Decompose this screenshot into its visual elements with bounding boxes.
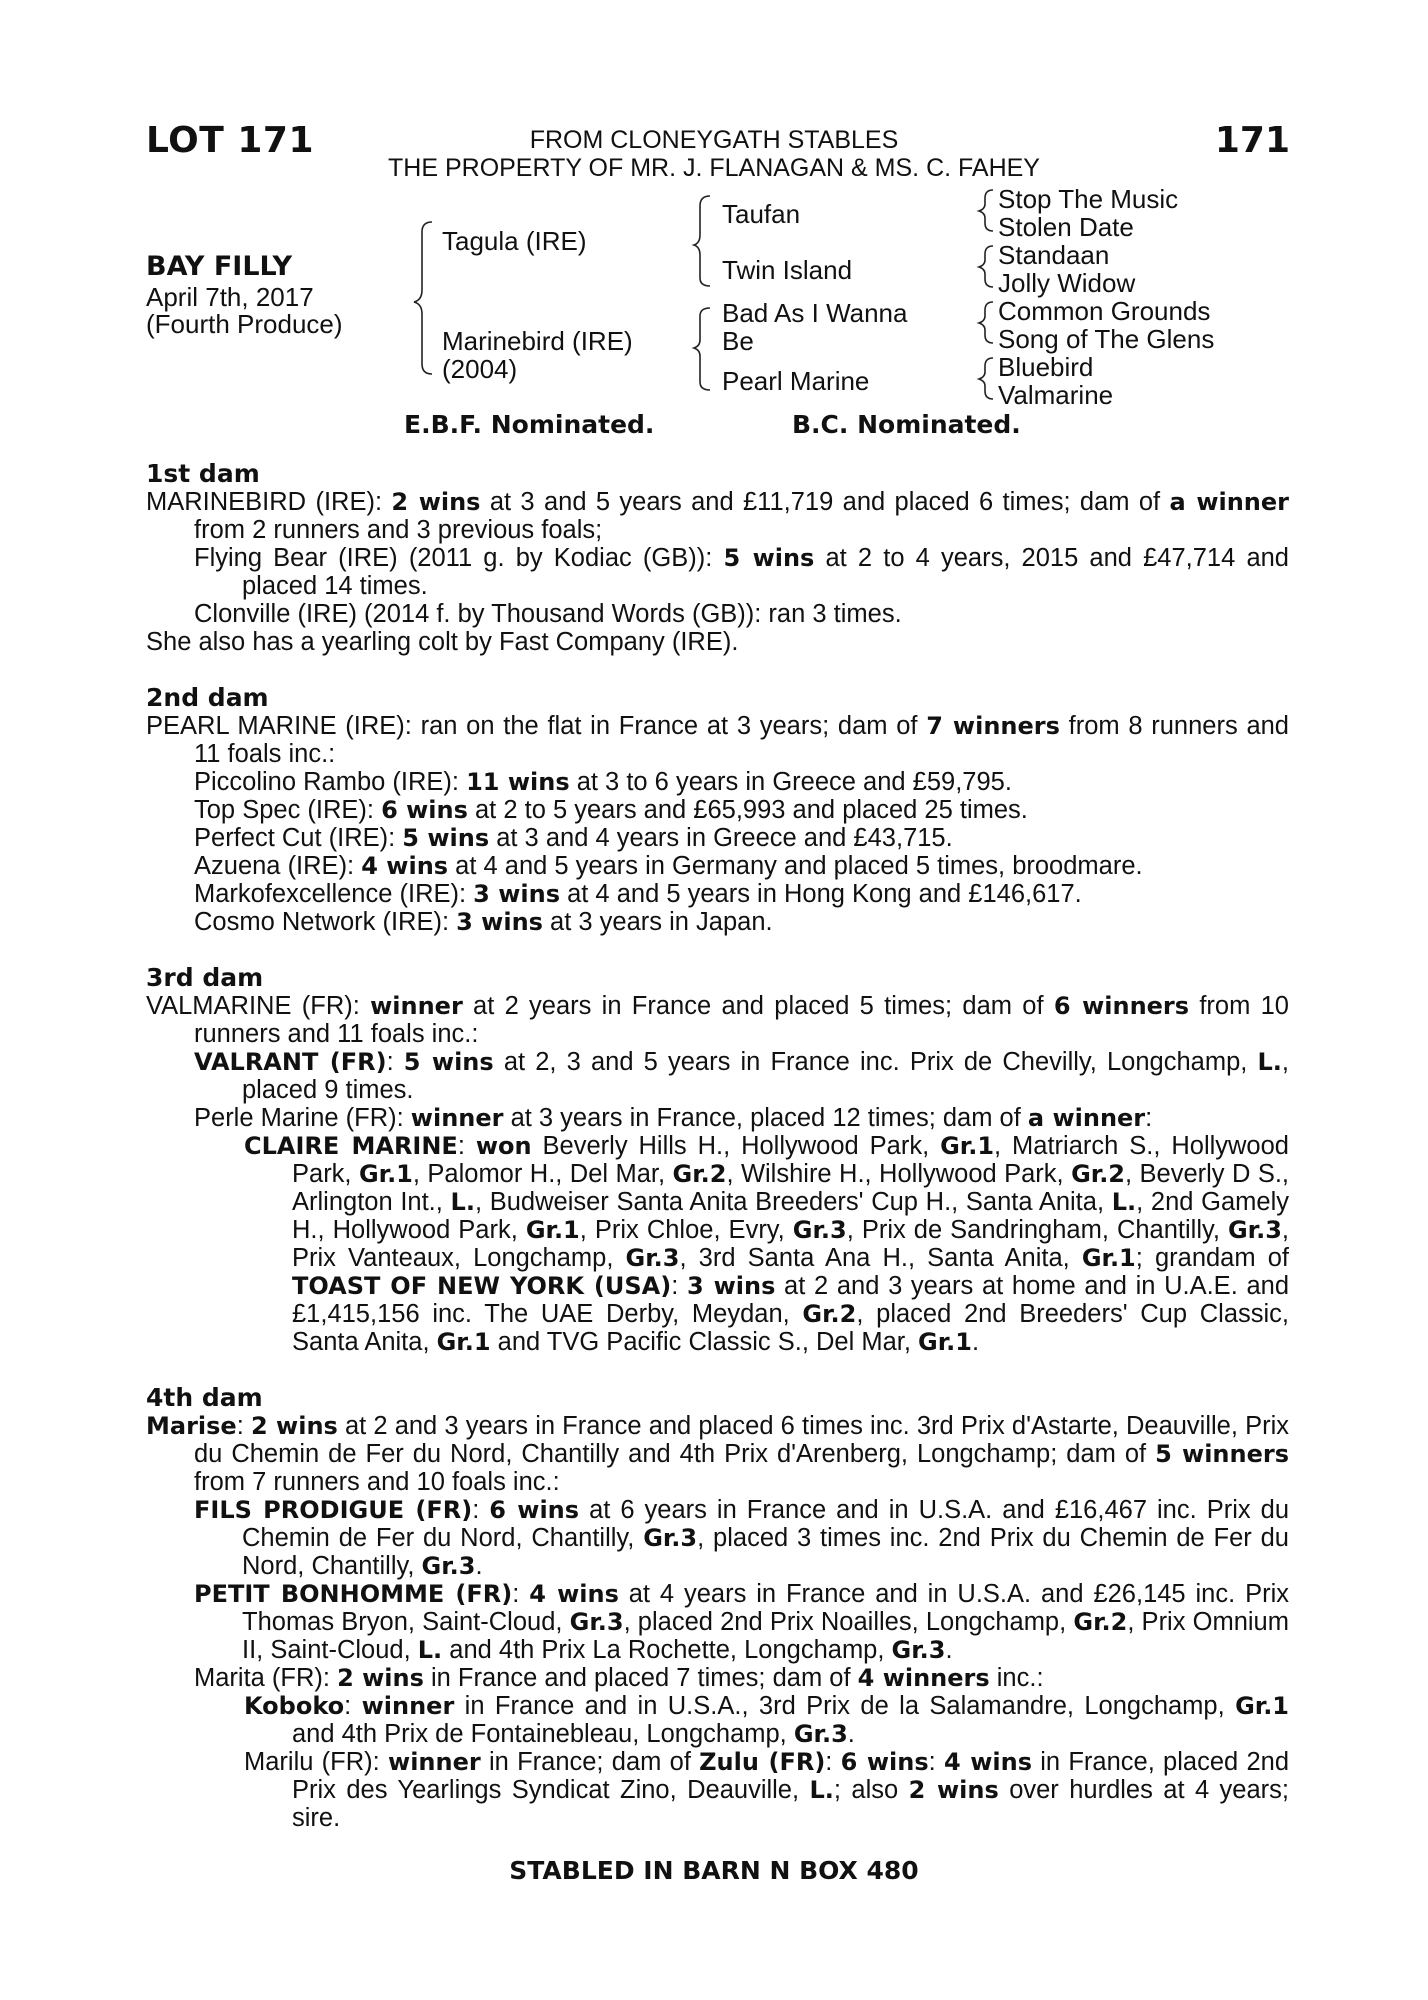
ped-g2: Stolen Date xyxy=(998,212,1134,242)
bold-text: VALRANT (FR) xyxy=(194,1048,387,1076)
pedigree-entry xyxy=(146,1412,1289,1496)
bracket-g3 xyxy=(979,302,993,343)
entry-text: Clonville (IRE) (2014 f. by Thousand Words (GB)): ran 3 times. xyxy=(194,600,902,628)
bold-text: FILS PRODIGUE (FR) xyxy=(194,1496,473,1524)
pedigree-entry xyxy=(146,852,1289,880)
entry-text: , placed 9 times. xyxy=(242,1048,1289,1104)
pedigree-entry xyxy=(146,1048,1289,1104)
entry-text: in France; dam of xyxy=(480,1748,700,1776)
entry-text: and 4th Prix de Fontainebleau, Longchamp, xyxy=(292,1720,794,1748)
consignor-line: FROM CLONEYGATH STABLES xyxy=(529,126,899,154)
bold-text: 3 wins xyxy=(456,908,543,936)
entry-text: . xyxy=(971,1328,980,1356)
ped-sire-sire: Taufan xyxy=(722,199,801,229)
entry-text: at 2, 3 and 5 years in France inc. Prix de Chevilly, Longchamp, xyxy=(493,1048,1258,1076)
bold-text: L. xyxy=(450,1188,475,1216)
ped-sire: Tagula (IRE) xyxy=(442,226,587,256)
bold-text: Gr.3 xyxy=(643,1524,698,1552)
bold-text: 2 wins xyxy=(337,1664,424,1692)
entry-text: at 2 and 3 years in France and placed 6 times inc. 3rd Prix d'Astarte, Deauville, Prix du Chemin de Fer du Nord, Chantilly and 4th Prix d'Arenberg, Longchamp; dam of xyxy=(194,1412,1290,1468)
entry-text: ; also xyxy=(833,1776,909,1804)
section-heading: 2nd dam xyxy=(146,683,269,712)
bold-text: 6 wins xyxy=(381,796,468,824)
entry-text: Cosmo Network (IRE): xyxy=(194,908,457,936)
bold-text: Gr.3 xyxy=(1227,1216,1282,1244)
entry-text: at 6 years in France and in U.S.A. and £16,467 inc. Prix du Chemin de Fer du Nord, Chantilly, xyxy=(242,1496,1289,1552)
bold-text: 5 winners xyxy=(1155,1440,1289,1468)
bold-text: 5 wins xyxy=(723,544,815,572)
ebf-nominated: E.B.F. Nominated. xyxy=(404,410,655,439)
bold-text: 6 wins xyxy=(489,1496,580,1524)
bold-text: winner xyxy=(388,1748,481,1776)
entry-text: . xyxy=(945,1636,953,1664)
bold-text: a winner xyxy=(1169,488,1289,516)
bold-text: Gr.3 xyxy=(569,1608,624,1636)
pedigree-entry xyxy=(146,628,1289,656)
bracket-main xyxy=(414,222,432,374)
ped-g6: Song of The Glens xyxy=(998,324,1215,354)
entry-text: , 3rd Santa Ana H., Santa Anita, xyxy=(679,1244,1082,1272)
bracket-g4 xyxy=(979,358,993,399)
pedigree-entry xyxy=(146,992,1289,1048)
bold-text: won xyxy=(475,1132,532,1160)
bold-text: Gr.1 xyxy=(1235,1692,1290,1720)
bold-text: Gr.3 xyxy=(625,1244,680,1272)
entry-text: inc.: xyxy=(989,1664,1044,1692)
bold-text: 4 winners xyxy=(857,1664,990,1692)
entry-text: : xyxy=(671,1272,687,1300)
bold-text: Gr.1 xyxy=(940,1132,995,1160)
entry-text: Top Spec (IRE): xyxy=(194,796,382,824)
bold-text: Gr.2 xyxy=(672,1160,727,1188)
pedigree-entry xyxy=(146,1580,1289,1664)
ped-dam-sire-2: Be xyxy=(722,326,754,356)
entry-text: , Matriarch S., Hollywood Park, xyxy=(292,1132,1289,1188)
entry-text: from 8 runners and 11 foals inc.: xyxy=(194,712,1289,768)
bold-text: Gr.3 xyxy=(792,1216,847,1244)
entry-text: , 2nd Gamely H., Hollywood Park, xyxy=(292,1188,1289,1244)
entry-text: Markofexcellence (IRE): xyxy=(194,880,474,908)
bold-text: 7 winners xyxy=(926,712,1060,740)
pedigree-entry xyxy=(146,1664,1289,1692)
bold-text: L. xyxy=(417,1636,443,1664)
bold-text: winner xyxy=(410,1104,504,1132)
pedigree-brackets xyxy=(0,0,1428,430)
entry-text: , placed 2nd Prix Noailles, Longchamp, xyxy=(623,1608,1074,1636)
entry-text: Beverly Hills H., Hollywood Park, xyxy=(531,1132,941,1160)
property-line: THE PROPERTY OF MR. J. FLANAGAN & MS. C. FAHEY xyxy=(388,154,1040,182)
entry-text: over hurdles at 4 years; sire. xyxy=(292,1776,1289,1832)
horse-produce: (Fourth Produce) xyxy=(146,309,343,339)
ped-g1: Stop The Music xyxy=(998,184,1179,214)
entry-text: , placed 2nd Breeders' Cup Classic, Santa Anita, xyxy=(292,1300,1289,1356)
entry-text: at 2 to 4 years, 2015 and £47,714 and placed 14 times. xyxy=(242,544,1289,600)
bold-text: TOAST OF NEW YORK (USA) xyxy=(292,1272,672,1300)
pedigree-entry xyxy=(146,1748,1289,1832)
entry-text: VALMARINE (FR): xyxy=(146,992,371,1020)
bold-text: Marise xyxy=(146,1412,237,1440)
bold-text: a winner xyxy=(1027,1104,1146,1132)
pedigree-entry xyxy=(146,1104,1289,1132)
pedigree-entry xyxy=(146,1132,1289,1356)
entry-text: , Palomor H., Del Mar, xyxy=(412,1160,673,1188)
horse-foaled: April 7th, 2017 xyxy=(146,282,314,312)
bold-text: 4 wins xyxy=(361,852,449,880)
bold-text: winner xyxy=(361,1692,455,1720)
bold-text: Koboko xyxy=(244,1692,345,1720)
bold-text: 6 wins xyxy=(840,1748,929,1776)
entry-text: : xyxy=(344,1692,362,1720)
bold-text: Gr.2 xyxy=(1071,1160,1126,1188)
entry-text: , Prix Vanteaux, Longchamp, xyxy=(292,1216,1289,1272)
entry-text: : xyxy=(928,1748,944,1776)
bc-nominated: B.C. Nominated. xyxy=(792,410,1021,439)
entry-text: Perle Marine (FR): xyxy=(194,1104,411,1132)
bold-text: Gr.2 xyxy=(1073,1608,1128,1636)
ped-g5: Common Grounds xyxy=(998,296,1211,326)
pedigree-entry xyxy=(146,712,1289,768)
bold-text: L. xyxy=(1257,1048,1282,1076)
bold-text: 2 wins xyxy=(391,488,481,516)
ped-dam-year: (2004) xyxy=(442,354,518,384)
bold-text: PETIT BONHOMME (FR) xyxy=(194,1580,513,1608)
lot-label: LOT 171 xyxy=(146,120,314,161)
pedigree-entry xyxy=(146,768,1289,796)
entry-text: in France, placed 2nd Prix des Yearlings Syndicat Zino, Deauville, xyxy=(292,1748,1289,1804)
bold-text: Gr.1 xyxy=(436,1328,491,1356)
section-heading: 3rd dam xyxy=(146,963,264,992)
bold-text: CLAIRE MARINE xyxy=(244,1132,458,1160)
entry-text: ; grandam of xyxy=(1135,1244,1289,1272)
bold-text: 3 wins xyxy=(473,880,560,908)
bracket-dam xyxy=(694,308,710,390)
entry-text: : xyxy=(512,1580,530,1608)
entry-text: : xyxy=(457,1132,476,1160)
pedigree-entry xyxy=(146,1496,1289,1580)
entry-text: and 4th Prix La Rochette, Longchamp, xyxy=(442,1636,892,1664)
ped-g3: Standaan xyxy=(998,240,1110,270)
pedigree-entry xyxy=(146,600,1289,628)
ped-dam-dam: Pearl Marine xyxy=(722,366,870,396)
bold-text: 4 wins xyxy=(943,1748,1032,1776)
entry-text: at 3 years in Japan. xyxy=(542,908,773,936)
bold-text: L. xyxy=(809,1776,834,1804)
entry-text: Perfect Cut (IRE): xyxy=(194,824,403,852)
entry-text: : xyxy=(1145,1104,1153,1132)
bold-text: Gr.1 xyxy=(918,1328,972,1356)
bold-text: 3 wins xyxy=(686,1272,776,1300)
entry-text: , Prix Omnium II, Saint-Cloud, xyxy=(242,1608,1289,1664)
entry-text: : xyxy=(386,1048,404,1076)
entry-text: at 3 and 5 years and £11,719 and placed 6 times; dam of xyxy=(480,488,1170,516)
entry-text: , Prix Chloe, Evry, xyxy=(579,1216,793,1244)
entry-text: at 2 years in France and placed 5 times; dam of xyxy=(462,992,1054,1020)
pedigree-entry xyxy=(146,796,1289,824)
entry-text: and TVG Pacific Classic S., Del Mar, xyxy=(490,1328,919,1356)
bracket-g2 xyxy=(979,246,993,287)
entry-text: Piccolino Rambo (IRE): xyxy=(194,768,467,796)
ped-g7: Bluebird xyxy=(998,352,1094,382)
bold-text: 4 wins xyxy=(529,1580,619,1608)
ped-g8: Valmarine xyxy=(998,380,1114,410)
entry-text: at 4 and 5 years in Germany and placed 5 times, broodmare. xyxy=(448,852,1143,880)
catalogue-body xyxy=(146,460,1289,1832)
stabling-info: STABLED IN BARN N BOX 480 xyxy=(509,1856,919,1885)
entry-text: , placed 3 times inc. 2nd Prix du Chemin de Fer du Nord, Chantilly, xyxy=(242,1524,1289,1580)
entry-text: at 3 and 4 years in Greece and £43,715. xyxy=(489,824,953,852)
entry-text: in France and in U.S.A., 3rd Prix de la Salamandre, Longchamp, xyxy=(454,1692,1236,1720)
entry-text: MARINEBIRD (IRE): xyxy=(146,488,392,516)
lot-number: 171 xyxy=(1214,120,1290,161)
section-heading: 4th dam xyxy=(146,1383,263,1412)
pedigree-entry xyxy=(146,880,1289,908)
entry-text: . xyxy=(847,1720,855,1748)
pedigree-entry xyxy=(146,824,1289,852)
pedigree-entry xyxy=(146,908,1289,936)
bold-text: Gr.1 xyxy=(525,1216,580,1244)
pedigree-entry xyxy=(146,488,1289,544)
bold-text: Gr.1 xyxy=(358,1160,413,1188)
entry-text: Marita (FR): xyxy=(194,1664,338,1692)
entry-text: at 3 years in France, placed 12 times; dam of xyxy=(503,1104,1028,1132)
bold-text: Gr.3 xyxy=(793,1720,848,1748)
bold-text: Gr.1 xyxy=(1081,1244,1136,1272)
entry-text: Marilu (FR): xyxy=(244,1748,389,1776)
entry-text: at 2 and 3 years at home and in U.A.E. and £1,415,156 inc. The UAE Derby, Meydan, xyxy=(292,1272,1289,1328)
entry-text: : xyxy=(472,1496,490,1524)
entry-text: Azuena (IRE): xyxy=(194,852,362,880)
bold-text: Gr.2 xyxy=(802,1300,857,1328)
entry-text: : xyxy=(825,1748,841,1776)
entry-text: Flying Bear (IRE) (2011 g. by Kodiac (GB)): xyxy=(194,544,724,572)
pedigree-entry xyxy=(146,1692,1289,1748)
pedigree-entry xyxy=(146,544,1289,600)
entry-text: from 10 runners and 11 foals inc.: xyxy=(194,992,1289,1048)
entry-text: at 4 years in France and in U.S.A. and £26,145 inc. Prix Thomas Bryon, Saint-Cloud, xyxy=(242,1580,1290,1636)
entry-text: at 4 and 5 years in Hong Kong and £146,617. xyxy=(560,880,1082,908)
bold-text: Zulu (FR) xyxy=(699,1748,826,1776)
bold-text: 2 wins xyxy=(250,1412,338,1440)
entry-text: , Prix de Sandringham, Chantilly, xyxy=(846,1216,1228,1244)
entry-text: from 2 runners and 3 previous foals; xyxy=(194,516,603,544)
bold-text: winner xyxy=(370,992,463,1020)
entry-text: , Beverly D S., Arlington Int., xyxy=(292,1160,1290,1216)
ped-sire-dam: Twin Island xyxy=(722,255,853,285)
bracket-g1 xyxy=(979,190,993,231)
entry-text: from 7 runners and 10 foals inc.: xyxy=(194,1468,560,1496)
entry-text: , Budweiser Santa Anita Breeders' Cup H., Santa Anita, xyxy=(474,1188,1112,1216)
entry-text: PEARL MARINE (IRE): ran on the flat in France at 3 years; dam of xyxy=(146,712,927,740)
section-heading: 1st dam xyxy=(146,459,260,488)
entry-text: at 3 to 6 years in Greece and £59,795. xyxy=(569,768,1012,796)
entry-text: : xyxy=(236,1412,251,1440)
entry-text: She also has a yearling colt by Fast Company (IRE). xyxy=(146,628,739,656)
bold-text: 6 winners xyxy=(1053,992,1190,1020)
bold-text: Gr.3 xyxy=(891,1636,946,1664)
bold-text: 5 wins xyxy=(403,1048,494,1076)
bold-text: L. xyxy=(1111,1188,1137,1216)
ped-dam: Marinebird (IRE) xyxy=(442,326,633,356)
entry-text: in France and placed 7 times; dam of xyxy=(423,1664,858,1692)
bold-text: 11 wins xyxy=(466,768,570,796)
bold-text: 2 wins xyxy=(908,1776,999,1804)
bold-text: Gr.3 xyxy=(421,1552,476,1580)
ped-g4: Jolly Widow xyxy=(998,268,1136,298)
entry-text: , Wilshire H., Hollywood Park, xyxy=(726,1160,1072,1188)
horse-sex: BAY FILLY xyxy=(146,251,293,282)
bold-text: 5 wins xyxy=(402,824,490,852)
ped-dam-sire-1: Bad As I Wanna xyxy=(722,298,908,328)
entry-text: . xyxy=(475,1552,483,1580)
entry-text: at 2 to 5 years and £65,993 and placed 25 times. xyxy=(467,796,1028,824)
bracket-sire xyxy=(694,196,710,286)
